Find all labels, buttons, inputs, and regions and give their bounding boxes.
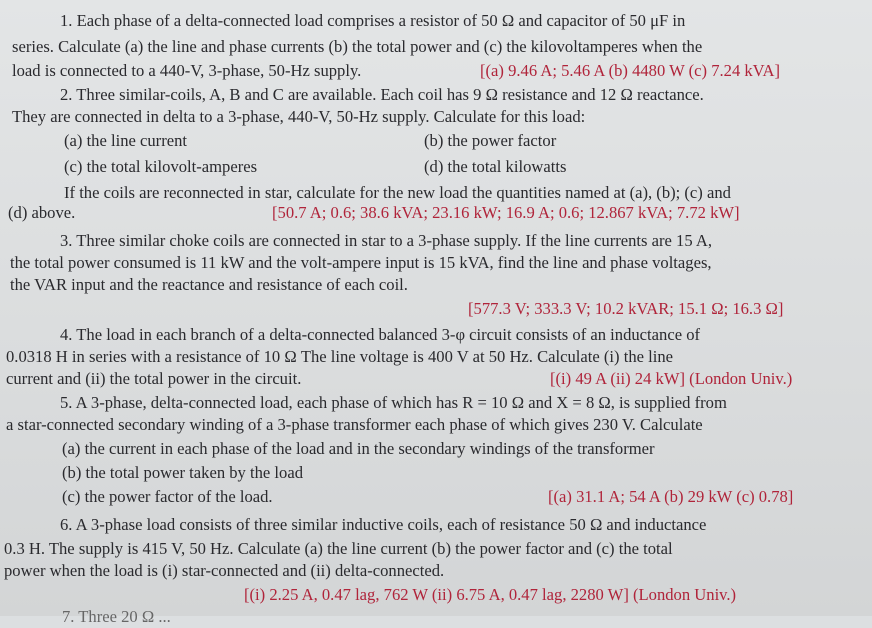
problem-6-answer: [(i) 2.25 A, 0.47 lag, 762 W (ii) 6.75 A, 0.47 lag, 2280 W] (London Univ.) <box>244 585 737 604</box>
problem-2-line-2: They are connected in delta to a 3-phase, 440-V, 50-Hz supply. Calculate for this load: <box>12 107 586 126</box>
problem-1-line-1: 1. Each phase of a delta-connected load comprises a resistor of 50 Ω and capacitor of 50 μF in <box>60 11 686 30</box>
problem-4-line-2: 0.0318 H in series with a resistance of 10 Ω The line voltage is 400 V at 50 Hz. Calculate (i) the line <box>6 347 674 366</box>
problem-6-line-1: 6. A 3-phase load consists of three similar inductive coils, each of resistance 50 Ω and inductance <box>60 515 707 534</box>
problem-2-item-d: (d) the total kilowatts <box>424 157 567 176</box>
problem-3-line-3: the VAR input and the reactance and resistance of each coil. <box>10 275 408 294</box>
problem-4-line-3: current and (ii) the total power in the circuit. <box>6 369 302 388</box>
problem-5-item-b: (b) the total power taken by the load <box>62 463 303 482</box>
problem-2-line-1: 2. Three similar-coils, A, B and C are available. Each coil has 9 Ω resistance and 12 Ω reactance. <box>60 85 704 104</box>
problem-1-answer: [(a) 9.46 A; 5.46 A (b) 4480 W (c) 7.24 kVA] <box>480 61 781 80</box>
problem-3-line-2: the total power consumed is 11 kW and the volt-ampere input is 15 kVA, find the line and phase voltages, <box>10 253 712 272</box>
problem-5-item-a: (a) the current in each phase of the load and in the secondary windings of the transformer <box>62 439 655 458</box>
problem-2-extra-2: (d) above. <box>8 203 76 222</box>
problem-3-line-1: 3. Three similar choke coils are connected in star to a 3-phase supply. If the line currents are 15 A, <box>60 231 713 250</box>
problem-2-extra-1: If the coils are reconnected in star, calculate for the new load the quantities named at (a), (b); (c) and <box>64 183 731 202</box>
problem-5-line-1: 5. A 3-phase, delta-connected load, each phase of which has R = 10 Ω and X = 8 Ω, is supplied from <box>60 393 727 412</box>
problem-3-answer: [577.3 V; 333.3 V; 10.2 kVAR; 15.1 Ω; 16.3 Ω] <box>468 299 784 318</box>
problem-2-item-c: (c) the total kilovolt-amperes <box>64 157 258 176</box>
problem-4-line-1: 4. The load in each branch of a delta-connected balanced 3-φ circuit consists of an inductance of <box>60 325 701 344</box>
problem-1-line-2: series. Calculate (a) the line and phase currents (b) the total power and (c) the kilovoltamperes when the <box>12 37 703 56</box>
problem-7-cutoff: 7. Three 20 Ω ... <box>62 607 171 626</box>
problem-6-line-3: power when the load is (i) star-connected and (ii) delta-connected. <box>4 561 445 580</box>
problem-5-line-2: a star-connected secondary winding of a 3-phase transformer each phase of which gives 230 V. Calculate <box>6 415 703 434</box>
problem-5-answer: [(a) 31.1 A; 54 A (b) 29 kW (c) 0.78] <box>548 487 794 506</box>
problem-1-line-3: load is connected to a 440-V, 3-phase, 50-Hz supply. <box>12 61 362 80</box>
problem-5-item-c: (c) the power factor of the load. <box>62 487 273 506</box>
problem-2-answer: [50.7 A; 0.6; 38.6 kVA; 23.16 kW; 16.9 A; 0.6; 12.867 kVA; 7.72 kW] <box>272 203 740 222</box>
problem-2-item-b: (b) the power factor <box>424 131 557 150</box>
problem-2-item-a: (a) the line current <box>64 131 188 150</box>
problem-6-line-2: 0.3 H. The supply is 415 V, 50 Hz. Calculate (a) the line current (b) the power factor and (c) the total <box>4 539 673 558</box>
problem-4-answer: [(i) 49 A (ii) 24 kW] (London Univ.) <box>550 369 793 388</box>
